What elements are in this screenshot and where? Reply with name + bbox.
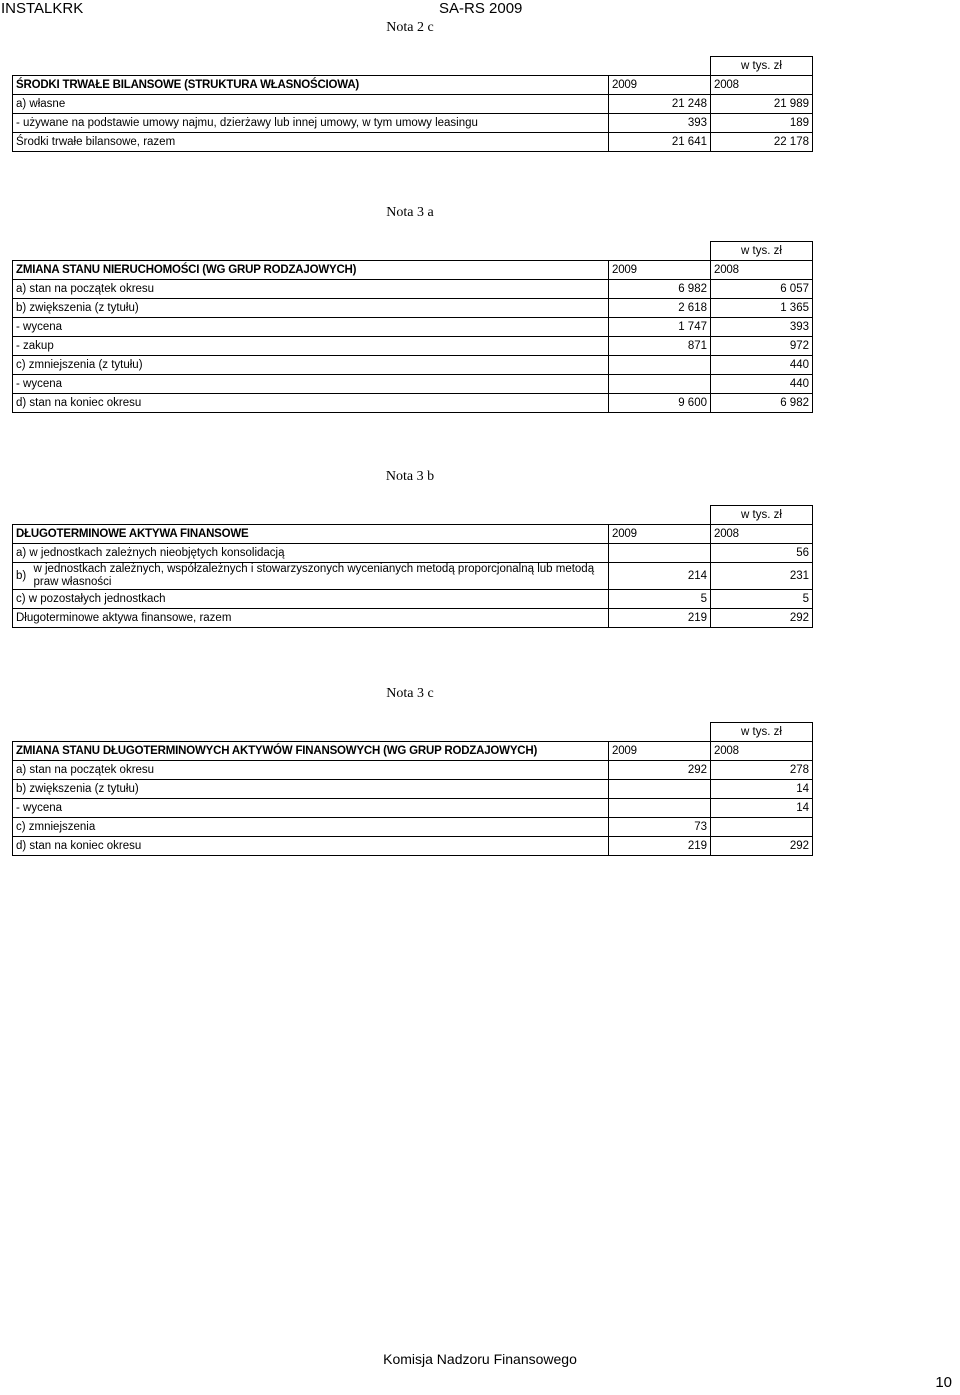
value-2009 [609, 780, 711, 799]
footer-text: Komisja Nadzoru Finansowego [383, 1351, 577, 1367]
note-title: Nota 3 a [386, 205, 434, 220]
table-row [13, 761, 813, 780]
table-row [13, 95, 813, 114]
row-label: a) własne [13, 95, 609, 114]
row-label: c) zmniejszenia (z tytułu) [13, 356, 609, 375]
value-2008: 292 [711, 837, 813, 856]
value-2008: 14 [711, 780, 813, 799]
value-2008: 278 [711, 761, 813, 780]
value-2009: 393 [609, 114, 711, 133]
table-title: ŚRODKI TRWAŁE BILANSOWE (STRUKTURA WŁASNOŚCIOWA) [13, 76, 609, 95]
row-label: a) stan na początek okresu [13, 280, 609, 299]
year-header: 2008 [711, 525, 813, 544]
value-2009: 6 982 [609, 280, 711, 299]
row-label: c) zmniejszenia [13, 818, 609, 837]
value-2009 [609, 356, 711, 375]
row-label: - wycena [13, 799, 609, 818]
row-label: - wycena [13, 375, 609, 394]
unit-label: w tys. zł [711, 242, 813, 261]
row-label: Środki trwałe bilansowe, razem [13, 133, 609, 152]
row-label: c) w pozostałych jednostkach [13, 590, 609, 609]
value-2009: 1 747 [609, 318, 711, 337]
row-label: b) zwiększenia (z tytułu) [13, 299, 609, 318]
unit-label: w tys. zł [711, 723, 813, 742]
value-2009: 21 641 [609, 133, 711, 152]
year-header: 2008 [711, 742, 813, 761]
table-row [13, 563, 813, 590]
table-row [13, 590, 813, 609]
row-label: w jednostkach zależnych, współzależnych i stowarzyszonych wycenianych metodą proporcjonalną lub metodą praw własności [31, 563, 609, 590]
table-row [13, 318, 813, 337]
value-2008: 6 057 [711, 280, 813, 299]
value-2008: 21 989 [711, 95, 813, 114]
unit-label: w tys. zł [711, 57, 813, 76]
table-row [13, 375, 813, 394]
year-header: 2008 [711, 76, 813, 95]
row-label: d) stan na koniec okresu [13, 837, 609, 856]
table-row [13, 280, 813, 299]
value-2008: 22 178 [711, 133, 813, 152]
value-2008: 393 [711, 318, 813, 337]
row-label: b) zwiększenia (z tytułu) [13, 780, 609, 799]
value-2009 [609, 544, 711, 563]
row-label: a) w jednostkach zależnych nieobjętych konsolidacją [13, 544, 609, 563]
value-2009: 219 [609, 609, 711, 628]
row-label: - używane na podstawie umowy najmu, dzierżawy lub innej umowy, w tym umowy leasingu [13, 114, 609, 133]
row-label: Długoterminowe aktywa finansowe, razem [13, 609, 609, 628]
note-title: Nota 3 b [385, 469, 435, 484]
value-2008: 1 365 [711, 299, 813, 318]
value-2009: 219 [609, 837, 711, 856]
table-row [13, 609, 813, 628]
note-table [12, 56, 813, 152]
note-title: Nota 3 c [386, 686, 434, 701]
report-id: SA-RS 2009 [439, 0, 523, 17]
value-2009: 2 618 [609, 299, 711, 318]
table-row [13, 544, 813, 563]
row-label: a) stan na początek okresu [13, 761, 609, 780]
year-header: 2009 [609, 261, 711, 280]
table-row [13, 799, 813, 818]
value-2008: 972 [711, 337, 813, 356]
row-label: d) stan na koniec okresu [13, 394, 609, 413]
note-table [12, 505, 813, 628]
table-title: ZMIANA STANU DŁUGOTERMINOWYCH AKTYWÓW FINANSOWYCH (WG GRUP RODZAJOWYCH) [13, 742, 609, 761]
value-2008: 56 [711, 544, 813, 563]
note-title: Nota 2 c [386, 20, 434, 35]
table-row [13, 337, 813, 356]
table-title: ZMIANA STANU NIERUCHOMOŚCI (WG GRUP RODZAJOWYCH) [13, 261, 609, 280]
row-label: - zakup [13, 337, 609, 356]
value-2009: 9 600 [609, 394, 711, 413]
value-2009: 21 248 [609, 95, 711, 114]
table-row [13, 356, 813, 375]
value-2009: 871 [609, 337, 711, 356]
value-2008: 6 982 [711, 394, 813, 413]
value-2008: 231 [711, 563, 813, 590]
note-table [12, 722, 813, 856]
row-prefix: b) [13, 563, 31, 590]
value-2008: 440 [711, 375, 813, 394]
table-row [13, 837, 813, 856]
value-2008: 292 [711, 609, 813, 628]
page-number: 10 [935, 1374, 952, 1391]
table-row [13, 133, 813, 152]
table-row [13, 818, 813, 837]
value-2009: 73 [609, 818, 711, 837]
year-header: 2009 [609, 742, 711, 761]
table-row [13, 394, 813, 413]
table-row [13, 780, 813, 799]
year-header: 2008 [711, 261, 813, 280]
value-2008 [711, 818, 813, 837]
value-2008: 189 [711, 114, 813, 133]
table-row [13, 299, 813, 318]
value-2008: 14 [711, 799, 813, 818]
value-2009 [609, 799, 711, 818]
value-2009: 214 [609, 563, 711, 590]
value-2009: 292 [609, 761, 711, 780]
row-label: - wycena [13, 318, 609, 337]
year-header: 2009 [609, 525, 711, 544]
value-2008: 440 [711, 356, 813, 375]
year-header: 2009 [609, 76, 711, 95]
value-2008: 5 [711, 590, 813, 609]
unit-label: w tys. zł [711, 506, 813, 525]
value-2009: 5 [609, 590, 711, 609]
note-table [12, 241, 813, 413]
table-title: DŁUGOTERMINOWE AKTYWA FINANSOWE [13, 525, 609, 544]
table-row [13, 114, 813, 133]
company-name: INSTALKRK [1, 0, 84, 17]
value-2009 [609, 375, 711, 394]
